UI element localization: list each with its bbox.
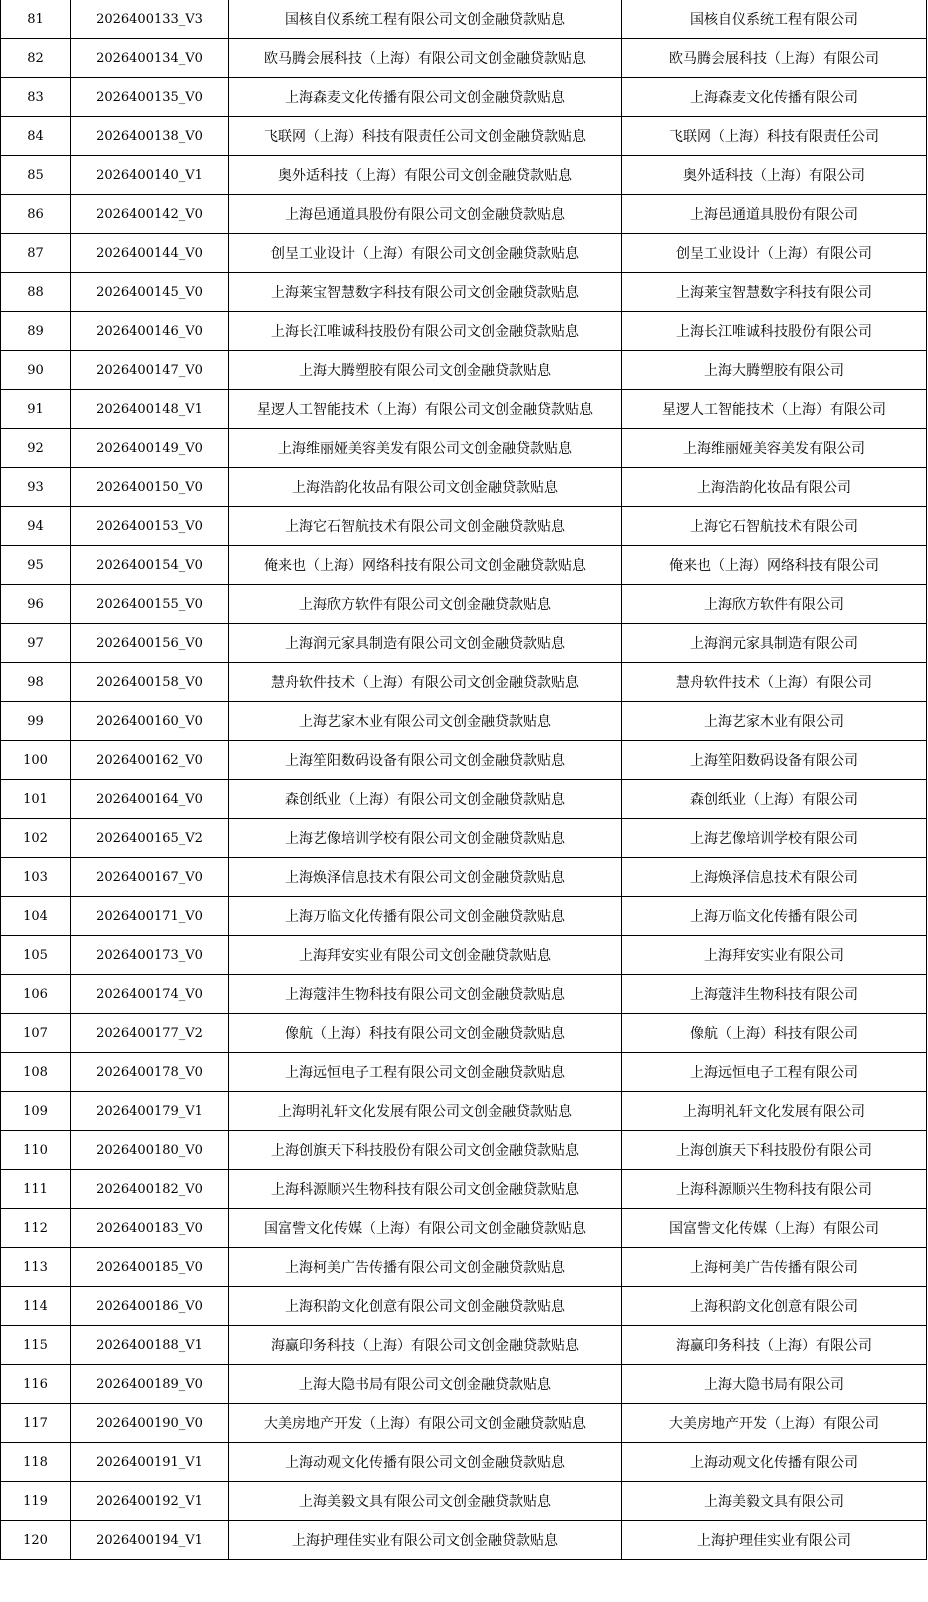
project-code-cell: 2026400133_V3 <box>71 0 229 39</box>
project-code-cell: 2026400153_V0 <box>71 507 229 546</box>
project-code-cell: 2026400158_V0 <box>71 663 229 702</box>
project-code-cell: 2026400156_V0 <box>71 624 229 663</box>
row-number-cell: 89 <box>1 312 71 351</box>
company-name-cell: 像航（上海）科技有限公司 <box>622 1014 927 1053</box>
row-number-cell: 100 <box>1 741 71 780</box>
table-row <box>1 1365 927 1404</box>
project-code-cell: 2026400190_V0 <box>71 1404 229 1443</box>
project-name-cell: 星逻人工智能技术（上海）有限公司文创金融贷款贴息 <box>229 390 622 429</box>
company-name-cell: 慧舟软件技术（上海）有限公司 <box>622 663 927 702</box>
project-name-cell: 上海美毅文具有限公司文创金融贷款贴息 <box>229 1482 622 1521</box>
table-row <box>1 117 927 156</box>
project-name-cell: 上海大隐书局有限公司文创金融贷款贴息 <box>229 1365 622 1404</box>
company-name-cell: 上海美毅文具有限公司 <box>622 1482 927 1521</box>
company-name-cell: 上海它石智航技术有限公司 <box>622 507 927 546</box>
table-row <box>1 624 927 663</box>
row-number-cell: 81 <box>1 0 71 39</box>
row-number-cell: 93 <box>1 468 71 507</box>
table-row <box>1 1248 927 1287</box>
project-code-cell: 2026400174_V0 <box>71 975 229 1014</box>
company-name-cell: 上海润元家具制造有限公司 <box>622 624 927 663</box>
row-number-cell: 90 <box>1 351 71 390</box>
project-name-cell: 上海大腾塑胶有限公司文创金融贷款贴息 <box>229 351 622 390</box>
table-row <box>1 429 927 468</box>
row-number-cell: 84 <box>1 117 71 156</box>
project-name-cell: 飞联网（上海）科技有限责任公司文创金融贷款贴息 <box>229 117 622 156</box>
row-number-cell: 102 <box>1 819 71 858</box>
project-name-cell: 上海笙阳数码设备有限公司文创金融贷款贴息 <box>229 741 622 780</box>
project-code-cell: 2026400148_V1 <box>71 390 229 429</box>
company-name-cell: 上海欣方软件有限公司 <box>622 585 927 624</box>
project-code-cell: 2026400173_V0 <box>71 936 229 975</box>
project-code-cell: 2026400154_V0 <box>71 546 229 585</box>
row-number-cell: 106 <box>1 975 71 1014</box>
row-number-cell: 107 <box>1 1014 71 1053</box>
project-code-cell: 2026400189_V0 <box>71 1365 229 1404</box>
table-row <box>1 0 927 39</box>
row-number-cell: 117 <box>1 1404 71 1443</box>
row-number-cell: 91 <box>1 390 71 429</box>
project-name-cell: 上海邑通道具股份有限公司文创金融贷款贴息 <box>229 195 622 234</box>
company-name-cell: 上海邑通道具股份有限公司 <box>622 195 927 234</box>
project-name-cell: 上海艺家木业有限公司文创金融贷款贴息 <box>229 702 622 741</box>
company-name-cell: 上海创旗天下科技股份有限公司 <box>622 1131 927 1170</box>
table-row <box>1 663 927 702</box>
company-name-cell: 上海艺家木业有限公司 <box>622 702 927 741</box>
project-code-cell: 2026400192_V1 <box>71 1482 229 1521</box>
company-name-cell: 上海莱宝智慧数字科技有限公司 <box>622 273 927 312</box>
project-code-cell: 2026400182_V0 <box>71 1170 229 1209</box>
company-name-cell: 俺来也（上海）网络科技有限公司 <box>622 546 927 585</box>
project-name-cell: 海赢印务科技（上海）有限公司文创金融贷款贴息 <box>229 1326 622 1365</box>
table-row <box>1 468 927 507</box>
project-name-cell: 俺来也（上海）网络科技有限公司文创金融贷款贴息 <box>229 546 622 585</box>
project-code-cell: 2026400160_V0 <box>71 702 229 741</box>
company-name-cell: 欧马腾会展科技（上海）有限公司 <box>622 39 927 78</box>
project-code-cell: 2026400179_V1 <box>71 1092 229 1131</box>
company-name-cell: 上海积韵文化创意有限公司 <box>622 1287 927 1326</box>
row-number-cell: 116 <box>1 1365 71 1404</box>
project-code-cell: 2026400162_V0 <box>71 741 229 780</box>
project-name-cell: 慧舟软件技术（上海）有限公司文创金融贷款贴息 <box>229 663 622 702</box>
project-code-cell: 2026400155_V0 <box>71 585 229 624</box>
project-name-cell: 上海拜安实业有限公司文创金融贷款贴息 <box>229 936 622 975</box>
project-name-cell: 创呈工业设计（上海）有限公司文创金融贷款贴息 <box>229 234 622 273</box>
project-name-cell: 上海长江唯诚科技股份有限公司文创金融贷款贴息 <box>229 312 622 351</box>
row-number-cell: 114 <box>1 1287 71 1326</box>
company-name-cell: 上海蔻沣生物科技有限公司 <box>622 975 927 1014</box>
company-name-cell: 上海维丽娅美容美发有限公司 <box>622 429 927 468</box>
row-number-cell: 92 <box>1 429 71 468</box>
project-name-cell: 上海科源顺兴生物科技有限公司文创金融贷款贴息 <box>229 1170 622 1209</box>
table-row <box>1 1131 927 1170</box>
row-number-cell: 120 <box>1 1521 71 1560</box>
table-row <box>1 975 927 1014</box>
project-code-cell: 2026400135_V0 <box>71 78 229 117</box>
company-name-cell: 上海大腾塑胶有限公司 <box>622 351 927 390</box>
row-number-cell: 113 <box>1 1248 71 1287</box>
project-name-cell: 像航（上海）科技有限公司文创金融贷款贴息 <box>229 1014 622 1053</box>
row-number-cell: 104 <box>1 897 71 936</box>
table-row <box>1 1443 927 1482</box>
row-number-cell: 103 <box>1 858 71 897</box>
project-code-cell: 2026400138_V0 <box>71 117 229 156</box>
table-row <box>1 156 927 195</box>
project-name-cell: 大美房地产开发（上海）有限公司文创金融贷款贴息 <box>229 1404 622 1443</box>
table-row <box>1 1521 927 1560</box>
project-name-cell: 上海积韵文化创意有限公司文创金融贷款贴息 <box>229 1287 622 1326</box>
project-name-cell: 上海浩韵化妆品有限公司文创金融贷款贴息 <box>229 468 622 507</box>
row-number-cell: 110 <box>1 1131 71 1170</box>
project-code-cell: 2026400177_V2 <box>71 1014 229 1053</box>
row-number-cell: 105 <box>1 936 71 975</box>
project-code-cell: 2026400149_V0 <box>71 429 229 468</box>
table-row <box>1 1287 927 1326</box>
project-name-cell: 上海护理佳实业有限公司文创金融贷款贴息 <box>229 1521 622 1560</box>
project-name-cell: 上海维丽娅美容美发有限公司文创金融贷款贴息 <box>229 429 622 468</box>
row-number-cell: 101 <box>1 780 71 819</box>
project-code-cell: 2026400185_V0 <box>71 1248 229 1287</box>
row-number-cell: 86 <box>1 195 71 234</box>
table-row <box>1 1053 927 1092</box>
company-name-cell: 海赢印务科技（上海）有限公司 <box>622 1326 927 1365</box>
company-name-cell: 大美房地产开发（上海）有限公司 <box>622 1404 927 1443</box>
row-number-cell: 96 <box>1 585 71 624</box>
project-code-cell: 2026400144_V0 <box>71 234 229 273</box>
project-name-cell: 上海艺像培训学校有限公司文创金融贷款贴息 <box>229 819 622 858</box>
table-row <box>1 351 927 390</box>
project-code-cell: 2026400142_V0 <box>71 195 229 234</box>
company-name-cell: 国核自仪系统工程有限公司 <box>622 0 927 39</box>
table-row <box>1 858 927 897</box>
row-number-cell: 97 <box>1 624 71 663</box>
table-row <box>1 546 927 585</box>
project-name-cell: 奥外适科技（上海）有限公司文创金融贷款贴息 <box>229 156 622 195</box>
company-name-cell: 森创纸业（上海）有限公司 <box>622 780 927 819</box>
company-name-cell: 国富訾文化传媒（上海）有限公司 <box>622 1209 927 1248</box>
table-row <box>1 897 927 936</box>
company-name-cell: 上海艺像培训学校有限公司 <box>622 819 927 858</box>
table-row <box>1 78 927 117</box>
table-row <box>1 312 927 351</box>
project-name-cell: 上海润元家具制造有限公司文创金融贷款贴息 <box>229 624 622 663</box>
table-row <box>1 780 927 819</box>
project-code-cell: 2026400178_V0 <box>71 1053 229 1092</box>
project-name-cell: 上海柯美广告传播有限公司文创金融贷款贴息 <box>229 1248 622 1287</box>
row-number-cell: 115 <box>1 1326 71 1365</box>
table-row <box>1 507 927 546</box>
company-name-cell: 上海远恒电子工程有限公司 <box>622 1053 927 1092</box>
company-name-cell: 上海森麦文化传播有限公司 <box>622 78 927 117</box>
project-code-cell: 2026400164_V0 <box>71 780 229 819</box>
table-row <box>1 273 927 312</box>
company-name-cell: 上海长江唯诚科技股份有限公司 <box>622 312 927 351</box>
project-name-cell: 欧马腾会展科技（上海）有限公司文创金融贷款贴息 <box>229 39 622 78</box>
table-row <box>1 390 927 429</box>
project-code-cell: 2026400140_V1 <box>71 156 229 195</box>
company-name-cell: 飞联网（上海）科技有限责任公司 <box>622 117 927 156</box>
table-row <box>1 702 927 741</box>
project-code-cell: 2026400194_V1 <box>71 1521 229 1560</box>
company-name-cell: 上海柯美广告传播有限公司 <box>622 1248 927 1287</box>
table-row <box>1 741 927 780</box>
project-code-cell: 2026400147_V0 <box>71 351 229 390</box>
company-name-cell: 创呈工业设计（上海）有限公司 <box>622 234 927 273</box>
row-number-cell: 111 <box>1 1170 71 1209</box>
row-number-cell: 112 <box>1 1209 71 1248</box>
row-number-cell: 88 <box>1 273 71 312</box>
company-name-cell: 上海护理佳实业有限公司 <box>622 1521 927 1560</box>
project-name-cell: 上海莱宝智慧数字科技有限公司文创金融贷款贴息 <box>229 273 622 312</box>
project-code-cell: 2026400145_V0 <box>71 273 229 312</box>
project-name-cell: 上海蔻沣生物科技有限公司文创金融贷款贴息 <box>229 975 622 1014</box>
company-name-cell: 上海拜安实业有限公司 <box>622 936 927 975</box>
row-number-cell: 85 <box>1 156 71 195</box>
project-name-cell: 森创纸业（上海）有限公司文创金融贷款贴息 <box>229 780 622 819</box>
table-body <box>1 0 927 1560</box>
company-name-cell: 奥外适科技（上海）有限公司 <box>622 156 927 195</box>
project-name-cell: 上海它石智航技术有限公司文创金融贷款贴息 <box>229 507 622 546</box>
project-name-cell: 上海万临文化传播有限公司文创金融贷款贴息 <box>229 897 622 936</box>
row-number-cell: 109 <box>1 1092 71 1131</box>
row-number-cell: 118 <box>1 1443 71 1482</box>
project-name-cell: 上海创旗天下科技股份有限公司文创金融贷款贴息 <box>229 1131 622 1170</box>
project-code-cell: 2026400186_V0 <box>71 1287 229 1326</box>
company-name-cell: 上海浩韵化妆品有限公司 <box>622 468 927 507</box>
table-row <box>1 585 927 624</box>
row-number-cell: 98 <box>1 663 71 702</box>
project-code-cell: 2026400171_V0 <box>71 897 229 936</box>
table-row <box>1 1209 927 1248</box>
row-number-cell: 108 <box>1 1053 71 1092</box>
company-name-cell: 上海万临文化传播有限公司 <box>622 897 927 936</box>
project-code-cell: 2026400180_V0 <box>71 1131 229 1170</box>
company-name-cell: 上海笙阳数码设备有限公司 <box>622 741 927 780</box>
table-row <box>1 1482 927 1521</box>
project-code-cell: 2026400146_V0 <box>71 312 229 351</box>
row-number-cell: 99 <box>1 702 71 741</box>
company-name-cell: 上海动观文化传播有限公司 <box>622 1443 927 1482</box>
row-number-cell: 82 <box>1 39 71 78</box>
row-number-cell: 119 <box>1 1482 71 1521</box>
table-row <box>1 1092 927 1131</box>
project-name-cell: 上海远恒电子工程有限公司文创金融贷款贴息 <box>229 1053 622 1092</box>
company-name-cell: 上海科源顺兴生物科技有限公司 <box>622 1170 927 1209</box>
company-name-cell: 上海明礼轩文化发展有限公司 <box>622 1092 927 1131</box>
row-number-cell: 83 <box>1 78 71 117</box>
project-code-cell: 2026400191_V1 <box>71 1443 229 1482</box>
table-row <box>1 819 927 858</box>
row-number-cell: 87 <box>1 234 71 273</box>
table-row <box>1 1170 927 1209</box>
project-code-cell: 2026400150_V0 <box>71 468 229 507</box>
project-code-cell: 2026400134_V0 <box>71 39 229 78</box>
project-code-cell: 2026400165_V2 <box>71 819 229 858</box>
row-number-cell: 95 <box>1 546 71 585</box>
table-row <box>1 195 927 234</box>
project-name-cell: 上海欣方软件有限公司文创金融贷款贴息 <box>229 585 622 624</box>
project-code-cell: 2026400188_V1 <box>71 1326 229 1365</box>
company-name-cell: 上海焕泽信息技术有限公司 <box>622 858 927 897</box>
project-name-cell: 国富訾文化传媒（上海）有限公司文创金融贷款贴息 <box>229 1209 622 1248</box>
company-name-cell: 上海大隐书局有限公司 <box>622 1365 927 1404</box>
row-number-cell: 94 <box>1 507 71 546</box>
project-name-cell: 上海焕泽信息技术有限公司文创金融贷款贴息 <box>229 858 622 897</box>
project-name-cell: 上海动观文化传播有限公司文创金融贷款贴息 <box>229 1443 622 1482</box>
table-row <box>1 234 927 273</box>
table-row <box>1 1014 927 1053</box>
table-row <box>1 1404 927 1443</box>
project-name-cell: 上海森麦文化传播有限公司文创金融贷款贴息 <box>229 78 622 117</box>
project-name-cell: 国核自仪系统工程有限公司文创金融贷款贴息 <box>229 0 622 39</box>
project-code-cell: 2026400183_V0 <box>71 1209 229 1248</box>
table-row <box>1 1326 927 1365</box>
table-row <box>1 39 927 78</box>
project-name-cell: 上海明礼轩文化发展有限公司文创金融贷款贴息 <box>229 1092 622 1131</box>
company-name-cell: 星逻人工智能技术（上海）有限公司 <box>622 390 927 429</box>
project-code-cell: 2026400167_V0 <box>71 858 229 897</box>
table-row <box>1 936 927 975</box>
